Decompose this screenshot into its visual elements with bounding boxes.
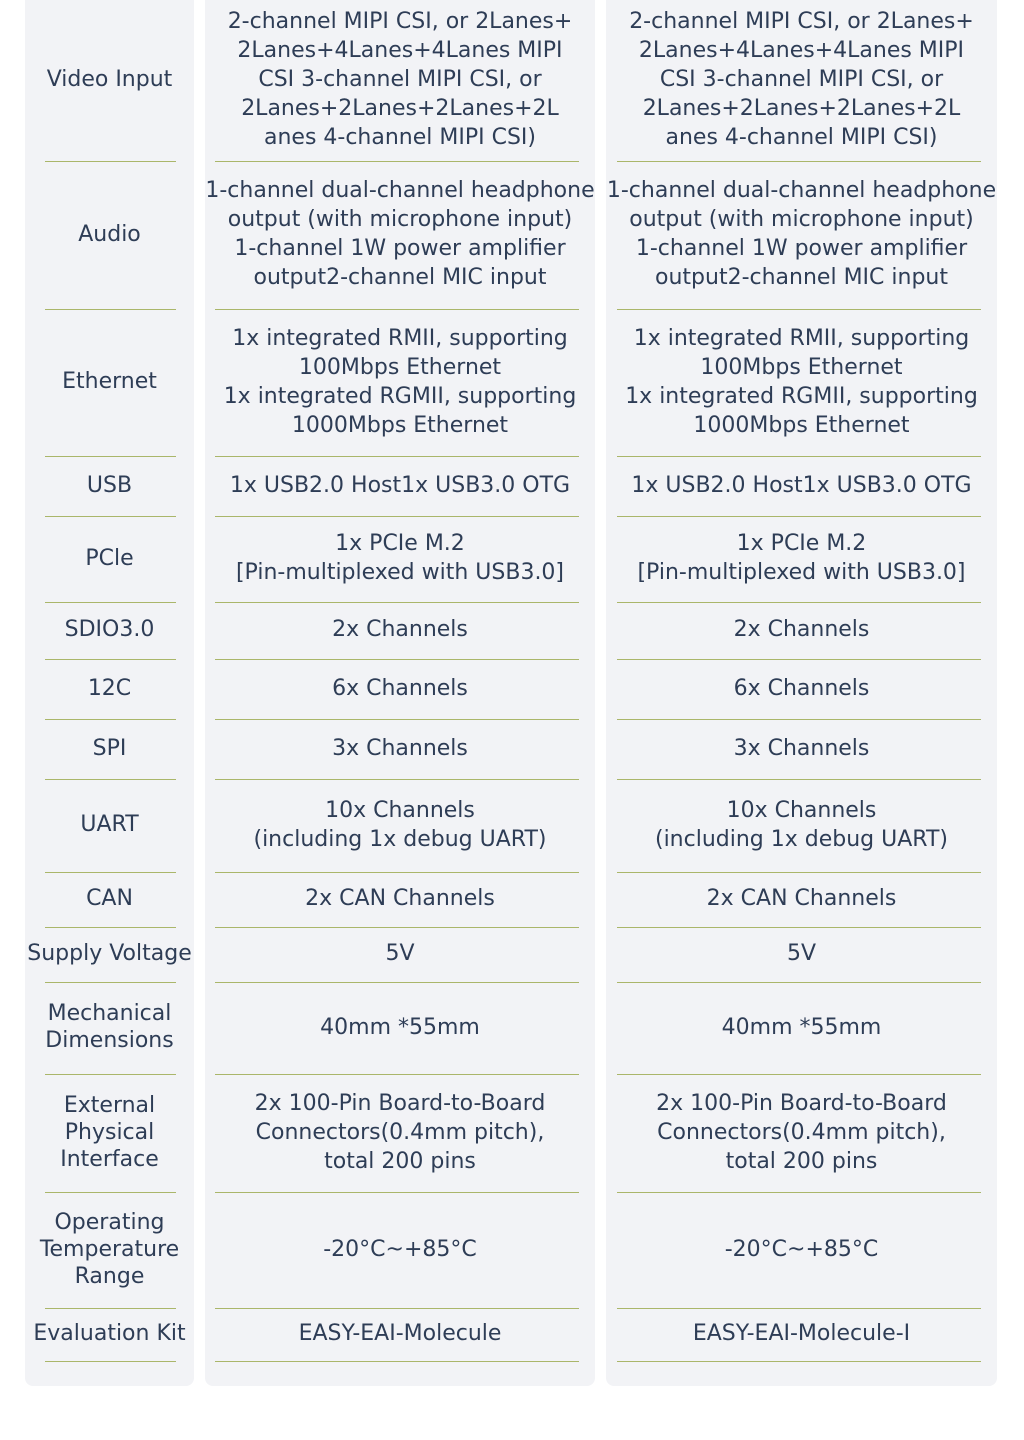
- table-row: [606, 457, 997, 517]
- table-row: [606, 720, 997, 780]
- table-row: [606, 780, 997, 873]
- spec-value-col2: 1-channel dual-channel headphone output (with microphone input) 1-channel 1W power amplifier output2-channel MIC input: [606, 178, 997, 290]
- spec-value-col1: 2x CAN Channels: [305, 886, 495, 911]
- spec-value-col2: 3x Channels: [733, 735, 870, 761]
- spec-label: Operating Temperature Range: [39, 1209, 180, 1289]
- row-divider: [215, 1361, 579, 1362]
- module-column-2: [606, 0, 997, 1386]
- spec-value-col2: 1x USB2.0 Host1x USB3.0 OTG: [631, 472, 972, 498]
- table-row: [205, 983, 595, 1075]
- table-row: [25, 928, 194, 983]
- table-row: [606, 983, 997, 1075]
- table-row: [25, 780, 194, 873]
- table-row: [606, 873, 997, 928]
- spec-value-col1: 2x Channels: [332, 617, 468, 642]
- table-row: [205, 1193, 595, 1309]
- spec-value-col2: 1x PCIe M.2 [Pin-multiplexed with USB3.0]: [637, 531, 966, 585]
- spec-value-col2: 2x Channels: [733, 617, 870, 642]
- table-row: [25, 873, 194, 928]
- table-row: [25, 1193, 194, 1309]
- spec-value-col1: 2x 100-Pin Board-to-Board Connectors(0.4mm pitch), total 200 pins: [254, 1090, 546, 1174]
- spec-value-col2: 40mm *55mm: [721, 1014, 882, 1040]
- table-row: [606, 517, 997, 603]
- table-row: [25, 517, 194, 603]
- table-row: [25, 0, 194, 162]
- spec-value-col1: -20°C~+85°C: [323, 1236, 477, 1262]
- spec-value-col1: 40mm *55mm: [320, 1014, 480, 1040]
- spec-value-col2: EASY-EAI-Molecule-I: [692, 1321, 911, 1346]
- table-row: [606, 1075, 997, 1193]
- spec-label: USB: [86, 472, 133, 498]
- table-row: [205, 780, 595, 873]
- spec-label: Video Input: [46, 66, 173, 92]
- table-row: [25, 660, 194, 720]
- module-column-1: [205, 0, 595, 1386]
- table-row: [205, 457, 595, 517]
- table-row: [606, 0, 997, 162]
- spec-value-col1: 2-channel MIPI CSI, or 2Lanes+ 2Lanes+4Lanes+4Lanes MIPI CSI 3-channel MIPI CSI, or 2Lanes+2Lanes+2Lanes+2L anes 4-channel MIPI CSI): [227, 8, 573, 150]
- spec-label: CAN: [86, 886, 133, 911]
- table-row: [205, 873, 595, 928]
- table-row: [25, 983, 194, 1075]
- spec-value-col2: 6x Channels: [733, 675, 870, 701]
- table-row: [606, 1193, 997, 1309]
- table-row: [205, 310, 595, 457]
- spec-value-col2: 5V: [786, 941, 817, 966]
- spec-label: Evaluation Kit: [33, 1321, 186, 1346]
- spec-value-col1: 6x Channels: [332, 675, 468, 701]
- table-row: [25, 1075, 194, 1193]
- spec-label: SPI: [92, 735, 127, 761]
- spec-value-col2: -20°C~+85°C: [724, 1236, 879, 1262]
- spec-label: UART: [80, 812, 139, 837]
- table-row: [606, 603, 997, 660]
- spec-value-col1: 5V: [385, 941, 415, 966]
- spec-value-col2: 2x 100-Pin Board-to-Board Connectors(0.4mm pitch), total 200 pins: [656, 1090, 947, 1174]
- spec-label: PCle: [85, 545, 134, 571]
- row-divider: [617, 1361, 981, 1362]
- row-divider: [45, 1361, 176, 1362]
- spec-value-col1: 1x PCIe M.2 [Pin-multiplexed with USB3.0]: [235, 531, 565, 585]
- spec-value-col1: 1x USB2.0 Host1x USB3.0 OTG: [229, 472, 571, 498]
- table-row: [205, 720, 595, 780]
- table-row: [606, 660, 997, 720]
- table-row: [606, 1309, 997, 1362]
- spec-value-col2: 1x integrated RMII, supporting 100Mbps Ethernet 1x integrated RGMII, supporting 1000Mbps Ethernet: [625, 325, 978, 438]
- table-row: [205, 1075, 595, 1193]
- spec-value-col1: 1x integrated RMII, supporting 100Mbps Ethernet 1x integrated RGMII, supporting 1000Mbps Ethernet: [223, 325, 577, 438]
- spec-value-col2: 2-channel MIPI CSI, or 2Lanes+ 2Lanes+4Lanes+4Lanes MIPI CSI 3-channel MIPI CSI, or 2Lanes+2Lanes+2Lanes+2L anes 4-channel MIPI CSI): [629, 8, 974, 150]
- spec-label: Supply Voltage: [27, 941, 192, 966]
- spec-label: External Physical Interface: [60, 1092, 159, 1172]
- spec-label: Audio: [78, 221, 141, 247]
- spec-label: Ethernet: [62, 369, 157, 394]
- table-row: [25, 162, 194, 310]
- table-row: [25, 603, 194, 660]
- table-row: [25, 720, 194, 780]
- table-row: [606, 310, 997, 457]
- spec-label: SDIO3.0: [64, 617, 155, 642]
- table-row: [205, 928, 595, 983]
- spec-value-col1: 10x Channels (including 1x debug UART): [253, 797, 547, 852]
- table-row: [205, 603, 595, 660]
- table-row: [205, 162, 595, 310]
- table-row: [25, 310, 194, 457]
- spec-value-col1: EASY-EAI-Molecule: [298, 1321, 502, 1346]
- table-row: [606, 928, 997, 983]
- spec-value-col2: 10x Channels (including 1x debug UART): [654, 797, 948, 852]
- spec-value-col1: 3x Channels: [332, 735, 468, 761]
- label-column: [25, 0, 194, 1386]
- table-row: [205, 517, 595, 603]
- spec-label: 12C: [87, 675, 132, 701]
- table-row: [205, 1309, 595, 1362]
- spec-label: Mechanical Dimensions: [45, 1001, 174, 1053]
- table-row: [25, 1309, 194, 1362]
- table-row: [205, 0, 595, 162]
- table-row: [606, 162, 997, 310]
- table-row: [25, 457, 194, 517]
- spec-value-col2: 2x CAN Channels: [706, 886, 897, 911]
- spec-value-col1: 1-channel dual-channel headphone output (with microphone input) 1-channel 1W power amplifier output2-channel MIC input: [205, 178, 595, 290]
- table-row: [205, 660, 595, 720]
